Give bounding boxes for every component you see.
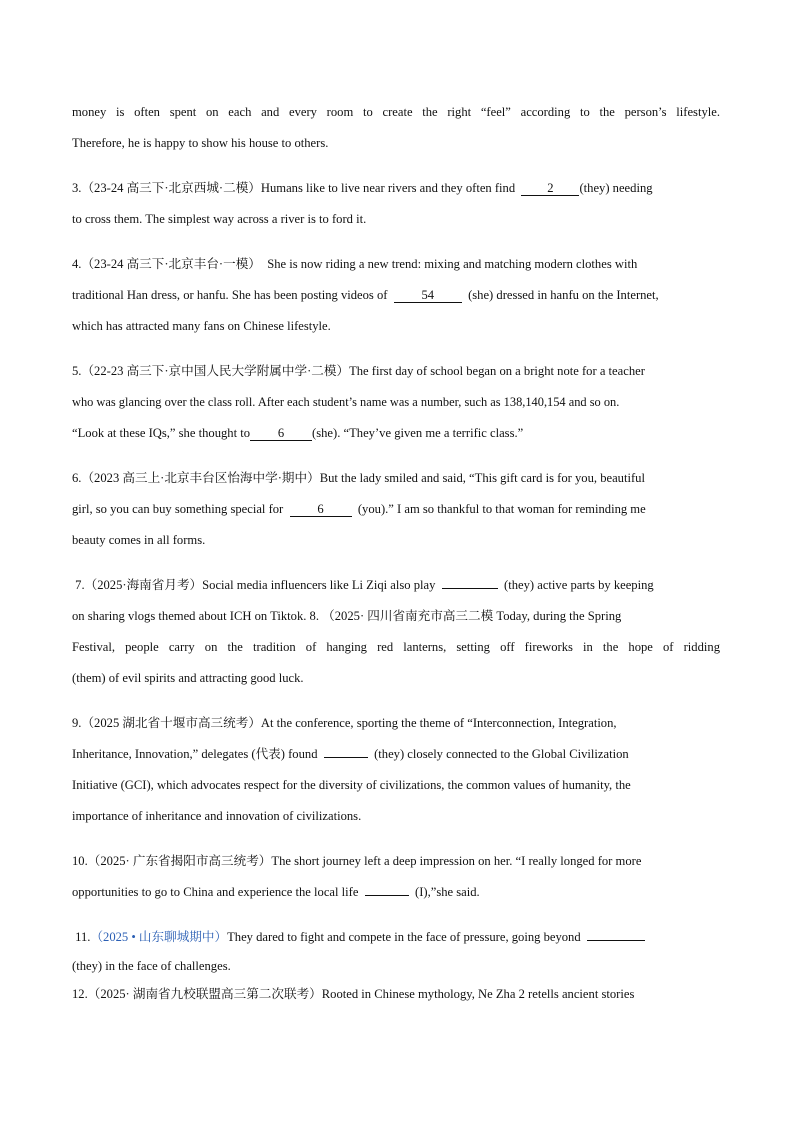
question-number: 8. (309, 609, 319, 623)
intro-line-1: money is often spent on each and every room to create the right “feel” according to the person’s lifestyle. (72, 105, 720, 119)
intro-line-2: Therefore, he is happy to show his house to others. (72, 136, 329, 150)
question-source: （23-24 高三下·北京丰台·一模） (81, 257, 261, 271)
question-9 (72, 708, 720, 832)
question-source: （2025· 四川省南充市高三二模 (322, 609, 494, 623)
question-text: Initiative (GCI), which advocates respect for the diversity of civilizations, the common values of humanity, the (72, 778, 631, 792)
question-text: (she). “They’ve given me a terrific class.” (312, 426, 524, 440)
question-text: (them) of evil spirits and attracting good luck. (72, 671, 304, 685)
answer-blank[interactable] (324, 757, 368, 758)
answer-blank[interactable]: 54 (394, 288, 462, 303)
question-source: （2025·海南省月考） (84, 578, 203, 592)
question-text: traditional Han dress, or hanfu. She has been posting videos of (72, 288, 388, 302)
question-text: Social media influencers like Li Ziqi also play (202, 578, 436, 592)
question-text: The short journey left a deep impression on her. “I really longed for more (271, 854, 642, 868)
question-text: The first day of school began on a bright note for a teacher (349, 364, 645, 378)
answer-blank[interactable]: 6 (290, 502, 352, 517)
question-text: girl, so you can buy something special for (72, 502, 284, 516)
question-source: （22-23 高三下·京中国人民大学附属中学·二模） (81, 364, 350, 378)
question-text: They dared to fight and compete in the face of pressure, going beyond (227, 930, 581, 944)
answer-blank[interactable] (365, 895, 409, 896)
question-source: （2025 • 山东聊城期中） (90, 930, 228, 944)
question-source: （2025· 湖南省九校联盟高三第二次联考） (87, 987, 322, 1001)
question-text: (you).” I am so thankful to that woman for reminding me (357, 502, 646, 516)
question-number: 6. (72, 471, 82, 485)
question-7 (72, 570, 720, 694)
question-3 (72, 173, 720, 235)
question-number: 12. (72, 987, 88, 1001)
question-source: （2025· 广东省揭阳市高三统考） (87, 854, 272, 868)
question-number: 9. (72, 716, 82, 730)
question-text: (they) needing (579, 181, 653, 195)
question-source: （2025 湖北省十堰市高三统考） (81, 716, 261, 730)
question-text: Today, during the Spring (496, 609, 622, 623)
question-number: 3. (72, 181, 82, 195)
question-text: She is now riding a new trend: mixing and matching modern clothes with (267, 257, 638, 271)
question-text: to cross them. The simplest way across a river is to ford it. (72, 212, 367, 226)
question-text: Humans like to live near rivers and they often find (260, 181, 516, 195)
question-text: But the lady smiled and said, “This gift card is for you, beautiful (319, 471, 645, 485)
question-number: 7. (75, 578, 85, 592)
question-11 (72, 922, 720, 979)
question-source: （2023 高三上·北京丰台区怡海中学·期中） (81, 471, 320, 485)
question-text: on sharing vlogs themed about ICH on Tiktok. (72, 609, 307, 623)
answer-blank[interactable] (442, 588, 498, 589)
question-10 (72, 846, 720, 908)
question-text: At the conference, sporting the theme of “Interconnection, Integration, (260, 716, 617, 730)
question-4 (72, 249, 720, 342)
question-text: “Look at these IQs,” she thought to (72, 426, 251, 440)
question-number: 11. (75, 930, 91, 944)
question-text: Inheritance, Innovation,” delegates (代表) found (72, 747, 318, 761)
question-source: （23-24 高三下·北京西城·二模） (81, 181, 261, 195)
question-text: (she) dressed in hanfu on the Internet, (468, 288, 659, 302)
question-text: who was glancing over the class roll. After each student’s name was a number, such as 138,140,154 and so on. (72, 395, 620, 409)
question-text: (they) closely connected to the Global Civilization (374, 747, 629, 761)
question-text: Festival, people carry on the tradition of hanging red lanterns, setting off fireworks in the hope of ridding (72, 640, 720, 654)
question-text: (they) active parts by keeping (504, 578, 654, 592)
question-number: 10. (72, 854, 88, 868)
answer-blank[interactable]: 6 (250, 426, 312, 441)
answer-blank[interactable]: 2 (521, 181, 579, 196)
question-12 (72, 979, 720, 1010)
question-text: Rooted in Chinese mythology, Ne Zha 2 retells ancient stories (321, 987, 635, 1001)
question-6 (72, 463, 720, 556)
question-text: opportunities to go to China and experience the local life (72, 885, 359, 899)
question-text: which has attracted many fans on Chinese lifestyle. (72, 319, 331, 333)
document-page (72, 97, 720, 1024)
question-number: 4. (72, 257, 82, 271)
question-text: beauty comes in all forms. (72, 533, 206, 547)
question-text: importance of inheritance and innovation of civilizations. (72, 809, 362, 823)
question-text: (they) in the face of challenges. (72, 959, 231, 973)
question-5 (72, 356, 720, 449)
answer-blank[interactable] (587, 940, 645, 941)
question-number: 5. (72, 364, 82, 378)
question-text: (I),”she said. (415, 885, 480, 899)
intro-paragraph (72, 97, 720, 159)
